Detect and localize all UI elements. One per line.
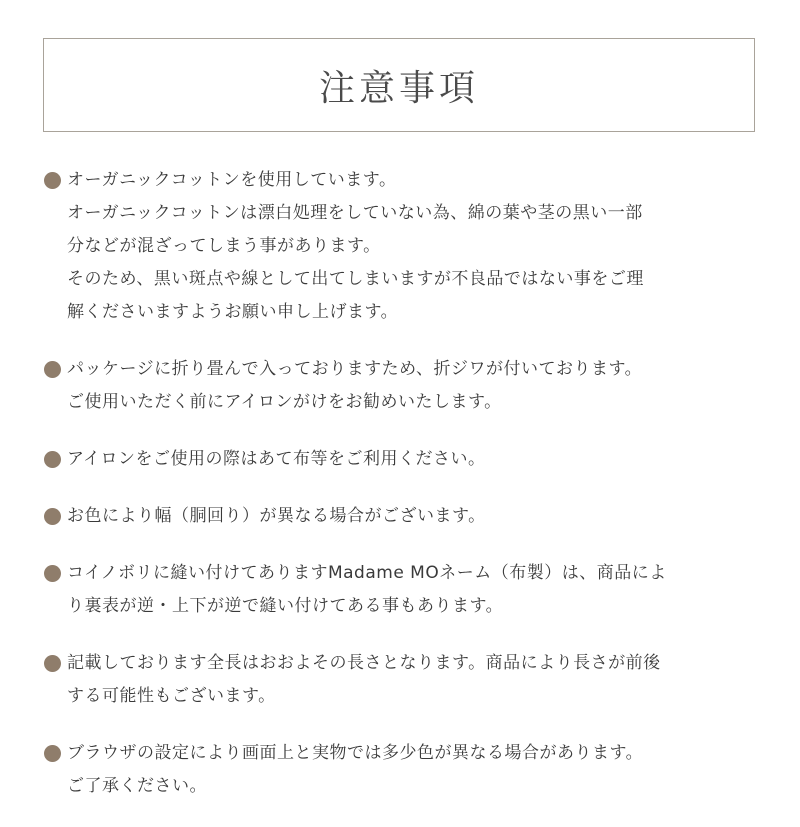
note-line: アイロンをご使用の際はあて布等をご利用ください。 — [67, 449, 486, 469]
note-item — [40, 164, 770, 329]
bullet-dot-icon — [44, 565, 61, 582]
bullet-dot-icon — [44, 361, 61, 378]
bullet-dot-icon — [44, 172, 61, 189]
notes-list — [40, 164, 770, 827]
note-item — [40, 557, 770, 623]
note-line: お色により幅（胴回り）が異なる場合がございます。 — [67, 506, 486, 526]
bullet-dot-icon — [44, 451, 61, 468]
bullet-dot-icon — [44, 508, 61, 525]
note-line: 解くださいますようお願い申し上げます。 — [67, 302, 399, 322]
note-line: り裏表が逆・上下が逆で縫い付けてある事もあります。 — [67, 596, 504, 616]
note-line: ご使用いただく前にアイロンがけをお勧めいたします。 — [67, 392, 502, 412]
note-item — [40, 737, 770, 803]
bullet-dot-icon — [44, 655, 61, 672]
note-line: ご了承ください。 — [67, 776, 207, 796]
note-line: する可能性もございます。 — [67, 686, 276, 706]
note-line: 記載しております全長はおおよその長さとなります。商品により長さが前後 — [67, 653, 661, 673]
page-title: 注意事項 — [318, 67, 479, 109]
note-line: オーガニックコットンは漂白処理をしていない為、綿の葉や茎の黒い一部 — [67, 203, 643, 223]
note-line: パッケージに折り畳んで入っておりますため、折ジワが付いております。 — [67, 359, 643, 379]
note-line: ブラウザの設定により画面上と実物では多少色が異なる場合があります。 — [67, 743, 644, 763]
note-line: そのため、黒い斑点や線として出てしまいますが不良品ではない事をご理 — [67, 269, 644, 289]
note-line: コイノボリに縫い付けてありますMadame MOネーム（布製）は、商品によ — [67, 563, 667, 583]
note-item — [40, 353, 770, 419]
note-item — [40, 647, 770, 713]
title-box — [43, 38, 755, 132]
note-item — [40, 443, 770, 476]
note-line: オーガニックコットンを使用しています。 — [67, 170, 397, 190]
note-line: 分などが混ざってしまう事があります。 — [67, 236, 381, 256]
note-item — [40, 500, 770, 533]
bullet-dot-icon — [44, 745, 61, 762]
